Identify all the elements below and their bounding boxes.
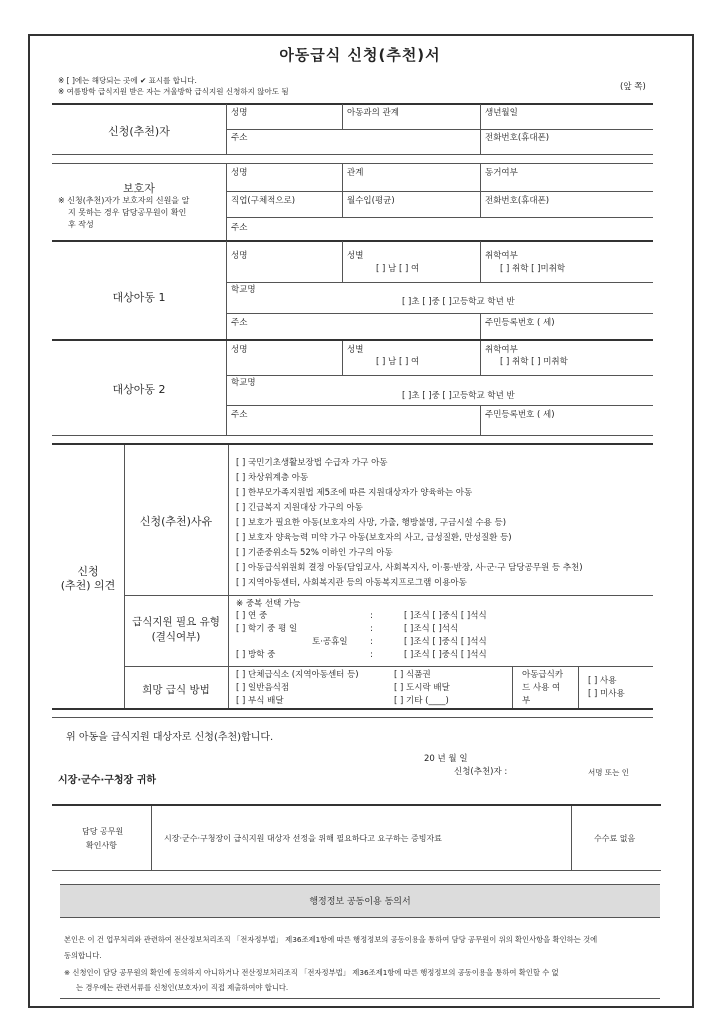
divider	[226, 191, 653, 192]
type-row-option: 토·공휴일	[312, 637, 348, 647]
divider	[226, 129, 653, 130]
method-option: [ ] 일반음식점	[236, 683, 290, 693]
reason-item: [ ] 지역아동센터, 사회복지관 등의 아동복지프로그램 이용아동	[236, 578, 467, 588]
fee-note: 수수료 없음	[594, 834, 636, 843]
type-label-2: (결식여부)	[151, 631, 201, 643]
divider	[60, 884, 660, 885]
type-note: ※ 중복 선택 가능	[236, 599, 301, 609]
divider	[52, 339, 653, 341]
applicant-birth-label: 생년월일	[485, 108, 518, 118]
addressee: 시장·군수·구청장 귀하	[58, 775, 157, 786]
divider	[342, 341, 343, 375]
child1-school-label: 학교명	[231, 285, 256, 295]
signer-label: 신청(추천)자 :	[454, 767, 508, 777]
child2-school-status-label: 취학여부	[485, 345, 518, 355]
child2-school-status-options: [ ] 취학 [ ] 미취학	[500, 357, 568, 367]
child2-name-label: 성명	[231, 345, 248, 355]
applicant-section-label: 신청(추천)자	[108, 125, 170, 138]
divider	[151, 806, 152, 870]
divider	[480, 341, 481, 375]
consent-notice: 는 경우에는 관련서류를 신청인(보호자)이 직접 제출하여야 합니다.	[76, 983, 289, 992]
reason-item: [ ] 긴급복지 지원대상 가구의 아동	[236, 503, 363, 513]
officer-label-1: 담당 공무원	[82, 827, 124, 836]
reason-item: [ ] 아동급식위원회 결정 아동(담임교사, 사회복지사, 이·통·반장, 사·군·구 담당공무원 등 추천)	[236, 563, 583, 573]
applicant-relation-label: 아동과의 관계	[347, 108, 399, 118]
child1-section-label: 대상아동 1	[112, 291, 166, 304]
divider	[480, 104, 481, 154]
divider	[52, 435, 653, 436]
card-option: [ ] 미사용	[588, 689, 625, 699]
reason-item: [ ] 보호가 필요한 아동(보호자의 사망, 가출, 행방불명, 구금시설 수용 등)	[236, 518, 507, 528]
child1-gender-options: [ ] 남 [ ] 여	[376, 264, 420, 274]
divider	[124, 595, 653, 596]
guardian-relation-label: 관계	[347, 168, 364, 178]
type-row-meals: [ ]조식 [ ]석식	[404, 624, 459, 634]
consent-paragraph: 본인은 이 건 업무처리와 관련하여 전산정보처리조직 「전자정부법」 제36조제1항에 따른 행정정보의 공동이용을 통하여 담당 공무원이 위의 확인사항을 확인하는 것에	[64, 935, 598, 944]
divider	[226, 341, 227, 435]
divider	[52, 717, 653, 718]
reason-item: [ ] 한부모가족지원법 제5조에 따른 지원대상자가 양육하는 아동	[236, 488, 473, 498]
type-row-meals: [ ]조식 [ ]중식 [ ]석식	[404, 637, 487, 647]
note-vacation: ※ 여름방학 급식지원 받은 자는 겨울방학 급식지원 신청하지 않아도 됨	[58, 87, 289, 96]
date-line: 20 년 월 일	[424, 754, 468, 764]
officer-content: 시장·군수·구청장이 급식지원 대상자 선정을 위해 필요하다고 요구하는 증빙자료	[164, 834, 442, 843]
divider	[226, 313, 653, 314]
divider	[52, 443, 653, 445]
divider	[571, 806, 572, 870]
divider	[60, 998, 660, 999]
child1-address-label: 주소	[231, 318, 248, 328]
note-check: ※ [ ]에는 해당되는 곳에 ✔ 표시를 합니다.	[58, 76, 197, 85]
guardian-cohabit-label: 동거여부	[485, 168, 518, 178]
applicant-name-label: 성명	[231, 108, 248, 118]
type-label-1: 급식지원 필요 유형	[132, 616, 220, 628]
guardian-note-2: 지 못하는 경우 담당공무원이 확인	[68, 208, 187, 217]
sign-note: 서명 또는 인	[588, 768, 629, 777]
card-label: 아동급식카	[522, 670, 564, 680]
reason-label: 신청(추천)사유	[139, 515, 213, 528]
divider	[226, 217, 653, 218]
divider	[342, 241, 343, 282]
divider	[52, 163, 653, 164]
divider	[226, 282, 653, 283]
type-row-option: [ ] 방학 중	[236, 650, 276, 660]
child1-school-level: [ ]초 [ ]중 [ ]고등학교 학년 반	[402, 297, 515, 307]
divider	[228, 445, 229, 708]
divider	[480, 241, 481, 282]
divider	[124, 445, 125, 708]
method-option: [ ] 기타 (____)	[394, 696, 449, 706]
child2-address-label: 주소	[231, 410, 248, 420]
method-option: [ ] 부식 배달	[236, 696, 284, 706]
guardian-name-label: 성명	[231, 168, 248, 178]
type-row-colon: :	[370, 637, 373, 647]
child2-rrn-label: 주민등록번호 ( 세)	[485, 410, 555, 420]
officer-label-2: 확인사항	[86, 841, 117, 850]
card-label: 부	[522, 696, 531, 706]
divider	[52, 804, 661, 806]
opinion-section-label-1: 신청	[77, 565, 99, 578]
method-option: [ ] 도시락 배달	[394, 683, 450, 693]
opinion-section-label-2: (추천) 의견	[60, 579, 116, 592]
guardian-phone-label: 전화번호(휴대폰)	[485, 196, 550, 206]
type-row-colon: :	[370, 624, 373, 634]
declaration-text: 위 아동을 급식지원 대상자로 신청(추천)합니다.	[66, 732, 274, 743]
form-title: 아동급식 신청(추천)서	[279, 46, 441, 64]
child2-school-level: [ ]초 [ ]중 [ ]고등학교 학년 반	[402, 391, 515, 401]
divider	[512, 666, 513, 708]
divider	[52, 103, 653, 105]
guardian-note-3: 후 작성	[68, 220, 94, 229]
divider	[226, 375, 653, 376]
page-side: (앞 쪽)	[620, 82, 646, 92]
divider	[480, 313, 481, 339]
divider	[124, 666, 653, 667]
type-row-meals: [ ]조식 [ ]중식 [ ]석식	[404, 650, 487, 660]
reason-item: [ ] 국민기초생활보장법 수급자 가구 아동	[236, 458, 388, 468]
guardian-note-1: ※ 신청(추천)자가 보호자의 신원을 알	[58, 196, 190, 205]
child1-rrn-label: 주민등록번호 ( 세)	[485, 318, 555, 328]
type-row-meals: [ ]조식 [ ]중식 [ ]석식	[404, 611, 487, 621]
child1-gender-label: 성별	[347, 251, 364, 261]
divider	[226, 164, 227, 240]
applicant-address-label: 주소	[231, 133, 248, 143]
consent-notice: ※ 신청인이 담당 공무원의 확인에 동의하지 아니하거나 전산정보처리조직 「전자정부법」 제36조제1항에 따른 행정정보의 공동이용을 통하여 확인할 수 없	[64, 968, 559, 977]
reason-item: [ ] 차상위계층 아동	[236, 473, 309, 483]
applicant-phone-label: 전화번호(휴대폰)	[485, 133, 550, 143]
divider	[578, 666, 579, 708]
guardian-address-label: 주소	[231, 223, 248, 233]
child2-gender-label: 성별	[347, 345, 364, 355]
card-label: 드 사용 여	[522, 683, 561, 693]
divider	[52, 154, 653, 155]
divider	[52, 240, 653, 242]
method-option: [ ] 식품권	[394, 670, 431, 680]
guardian-job-label: 직업(구체적으로)	[231, 196, 296, 206]
method-option: [ ] 단체급식소 (지역아동센터 등)	[236, 670, 359, 680]
child2-gender-options: [ ] 남 [ ] 여	[376, 357, 420, 367]
type-row-option: [ ] 연 중	[236, 611, 268, 621]
divider	[480, 405, 481, 435]
consent-title: 행정정보 공동이용 동의서	[309, 897, 411, 907]
consent-paragraph: 동의합니다.	[64, 951, 102, 960]
divider	[226, 241, 227, 339]
divider	[52, 708, 653, 710]
divider	[60, 917, 660, 918]
child2-section-label: 대상아동 2	[112, 383, 166, 396]
child2-school-label: 학교명	[231, 378, 256, 388]
child1-name-label: 성명	[231, 251, 248, 261]
divider	[342, 104, 343, 129]
type-row-colon: :	[370, 611, 373, 621]
reason-item: [ ] 보호자 양육능력 미약 가구 아동(보호자의 사고, 급성질환, 만성질환 등)	[236, 533, 512, 543]
divider	[52, 870, 661, 871]
type-row-colon: :	[370, 650, 373, 660]
divider	[226, 405, 653, 406]
child1-school-status-label: 취학여부	[485, 251, 518, 261]
method-label: 희망 급식 방법	[142, 684, 210, 696]
child1-school-status-options: [ ] 취학 [ ]미취학	[500, 264, 566, 274]
reason-item: [ ] 기준중위소득 52% 이하인 가구의 아동	[236, 548, 393, 558]
type-row-option: [ ] 학기 중 평 일	[236, 624, 298, 634]
divider	[342, 164, 343, 217]
divider	[480, 164, 481, 217]
guardian-section-label: 보호자	[123, 182, 155, 195]
guardian-income-label: 월수입(평균)	[347, 196, 395, 206]
card-option: [ ] 사용	[588, 676, 617, 686]
